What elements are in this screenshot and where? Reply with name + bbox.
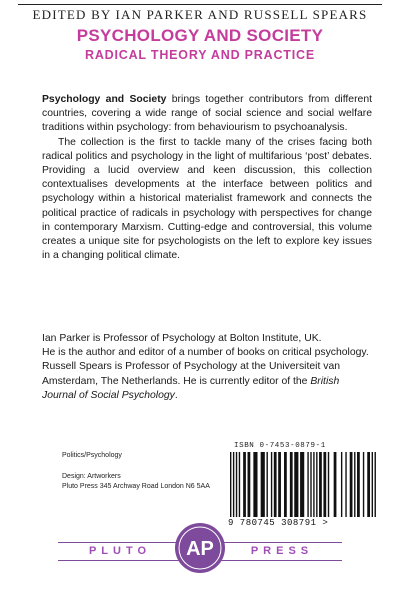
barcode-bar (328, 452, 329, 517)
barcode (228, 452, 378, 517)
bio-line-3-end: . (174, 389, 178, 401)
barcode-bar (278, 452, 281, 517)
barcode-bar (236, 452, 237, 517)
barcode-bar (367, 452, 370, 517)
barcode-bar (243, 452, 246, 517)
book-subtitle: RADICAL THEORY AND PRACTICE (85, 48, 315, 62)
blurb-paragraph-2: The collection is the first to tackle many of the crises facing both radical politics and psychology in the light of multifarious ‘post’ debates. Providing a lucid overview and keen discussion, this collection contextualises developments at the interface between politics and psychology within a historical materialist framework and connects the political practice of radicals in psychology with perspectives for change in contemporary Marxism. Cutting-edge and controversial, this volume creates a unique site for psychologists on the left to explore key issues in a changing political climate. (42, 136, 372, 262)
bio-line-1: Ian Parker is Professor of Psychology at Bolton Institute, UK. (42, 333, 322, 344)
barcode-bar (319, 452, 322, 517)
blurb-p1-text: brings together contributors from different countries, covering a wide range of social science and social welfare traditions within psychology: from behaviourism to psychoanalysis. (42, 94, 372, 134)
isbn-text: ISBN 0-7453-0879-1 (234, 442, 326, 450)
barcode-bar (307, 452, 308, 517)
barcode-bar (261, 452, 265, 517)
barcode-bar (290, 452, 293, 517)
publisher-name-right: PRESS (250, 545, 314, 557)
category-label: Politics/Psychology (62, 452, 122, 459)
pluto-press-logo (174, 522, 226, 574)
barcode-bar (239, 452, 240, 517)
barcode-bar (267, 452, 268, 517)
barcode-bar (300, 452, 304, 517)
publisher-address: Pluto Press 345 Archway Road London N6 5AA (62, 482, 210, 490)
barcode-bar (316, 452, 317, 517)
barcode-bar (350, 452, 353, 517)
barcode-bar (310, 452, 311, 517)
barcode-bar (334, 452, 337, 517)
logo-letters: AP (186, 538, 214, 560)
barcode-bar (233, 452, 234, 517)
barcode-digits: 9 780745 308791 > (228, 518, 329, 528)
barcode-bar (345, 452, 346, 517)
barcode-bar (372, 452, 373, 517)
barcode-bar (313, 452, 314, 517)
bio-line-3 (42, 360, 372, 403)
editors-line: EDITED BY IAN PARKER AND RUSSELL SPEARS (32, 7, 368, 22)
barcode-bar (354, 452, 355, 517)
journal-title: British Journal of Social Psychology (42, 375, 340, 401)
barcode-bar (253, 452, 257, 517)
barcode-bar (294, 452, 298, 517)
barcode-bar (341, 452, 342, 517)
design-credit: Design: Artworkers (62, 473, 121, 480)
top-rule (18, 4, 382, 5)
author-bio (42, 332, 372, 403)
barcode-bar (230, 452, 231, 517)
blurb-title-bold: Psychology and Society (42, 94, 167, 105)
publisher-name-left: PLUTO (88, 545, 152, 557)
barcode-bar (375, 452, 376, 517)
barcode-bar (323, 452, 326, 517)
barcode-bar (284, 452, 287, 517)
blurb-paragraph-1 (42, 93, 372, 136)
blurb (42, 93, 372, 263)
barcode-bar (274, 452, 277, 517)
credits (62, 472, 210, 491)
barcode-bar (271, 452, 272, 517)
barcode-bar (248, 452, 251, 517)
book-title: PSYCHOLOGY AND SOCIETY (76, 26, 324, 45)
bio-line-2: He is the author and editor of a number of books on critical psychology. (42, 347, 369, 359)
bio-line-3-text: Russell Spears is Professor of Psychology at the Universiteit van Amsterdam, The Netherlands. He is currently editor of the (42, 361, 340, 387)
barcode-bar (363, 452, 364, 517)
barcode-bar (357, 452, 360, 517)
